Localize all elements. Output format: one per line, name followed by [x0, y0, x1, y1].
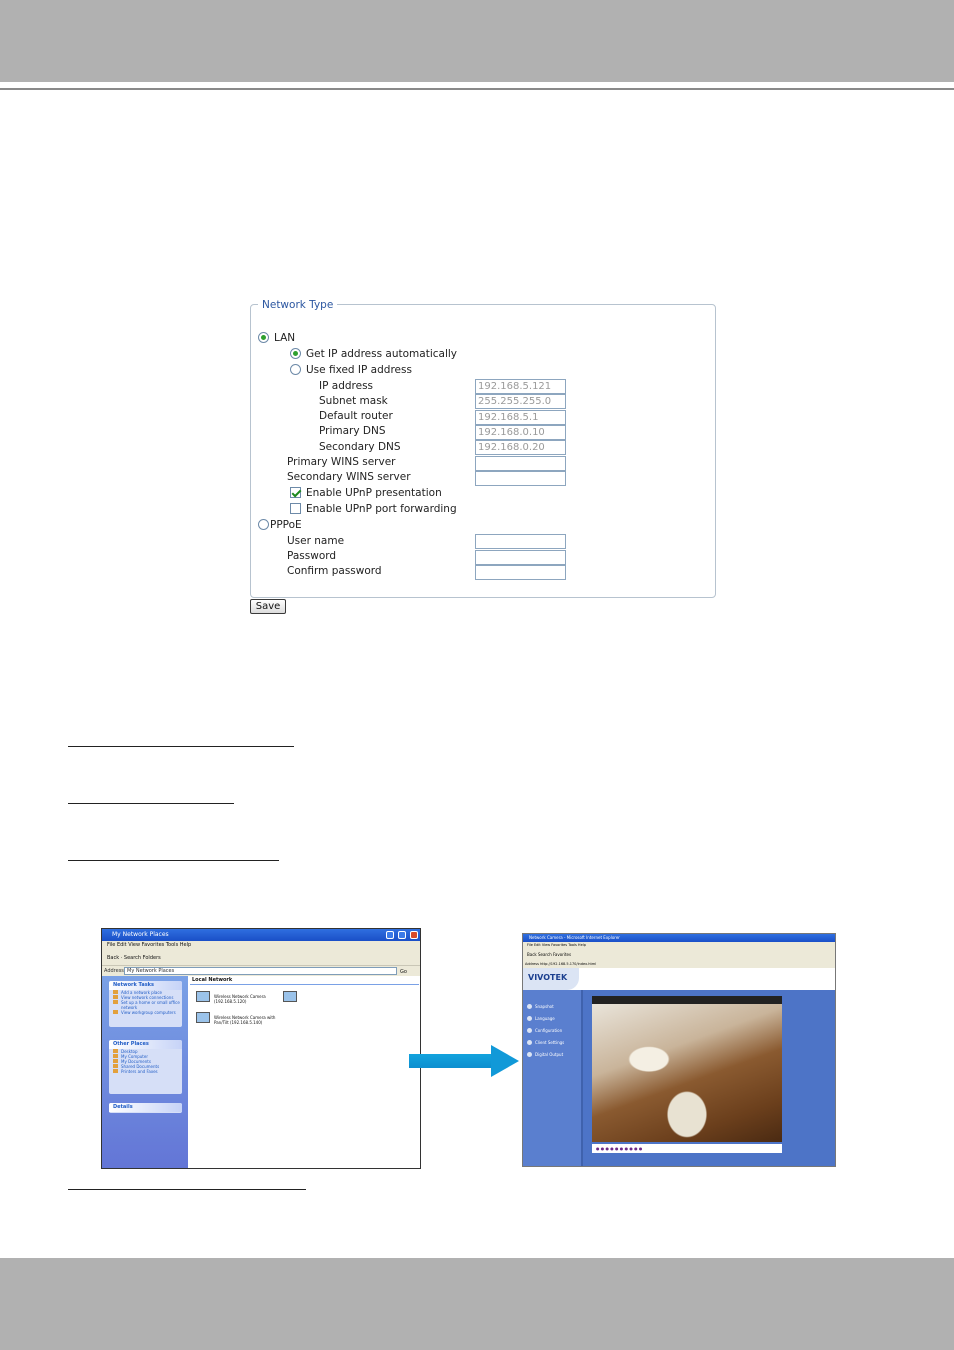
nav-snapshot[interactable]: Snapshot: [527, 1004, 554, 1009]
header-rule: [0, 88, 954, 90]
subnet-mask-label: Subnet mask: [319, 395, 388, 407]
secondary-dns-label: Secondary DNS: [319, 441, 401, 453]
network-type-legend: Network Type: [258, 299, 337, 311]
explorer-task-pane: [102, 976, 188, 1169]
local-network-heading: Local Network: [192, 977, 233, 983]
network-tasks-panel: [109, 981, 182, 1027]
camera-banner: [523, 968, 835, 990]
my-network-places-window: [101, 928, 421, 1169]
password-label: Password: [287, 550, 337, 562]
video-control-bar[interactable]: ● ● ● ● ● ● ● ● ● ●: [592, 1144, 782, 1153]
place-item[interactable]: My Computer: [109, 1054, 182, 1059]
arrow-icon: [409, 1054, 493, 1068]
lan-radio[interactable]: [258, 332, 269, 343]
details-title[interactable]: Details: [109, 1103, 182, 1112]
user-name-input[interactable]: [475, 534, 566, 549]
link-underline-2[interactable]: [68, 803, 234, 804]
task-item[interactable]: Add a network place: [109, 990, 182, 995]
camera-browser-window: [522, 933, 836, 1167]
place-item[interactable]: Desktop: [109, 1049, 182, 1054]
subnet-mask-input[interactable]: [475, 394, 566, 409]
task-item[interactable]: View network connections: [109, 995, 182, 1000]
address-label: Address: [104, 968, 124, 974]
address-input[interactable]: My Network Places: [124, 967, 397, 975]
camera-nav-pane: [523, 990, 578, 1167]
explorer-address-bar: [102, 966, 420, 976]
secondary-dns-input[interactable]: [475, 440, 566, 455]
ip-address-input[interactable]: [475, 379, 566, 394]
details-panel: [109, 1103, 182, 1113]
place-item[interactable]: Printers and Faxes: [109, 1069, 182, 1074]
save-button[interactable]: Save: [250, 599, 286, 614]
confirm-password-label: Confirm password: [287, 565, 382, 577]
network-tasks-title[interactable]: Network Tasks: [109, 981, 182, 990]
vivotek-logo: VIVOTEK: [528, 973, 568, 982]
browser-address-bar[interactable]: [523, 961, 835, 968]
get-ip-auto-label: Get IP address automatically: [306, 348, 457, 360]
explorer-toolbar[interactable]: Back · Search Folders: [102, 950, 420, 966]
device-address: Pan/Tilt (192.168.5.140): [214, 1020, 263, 1025]
use-fixed-ip-radio[interactable]: [290, 364, 301, 375]
secondary-wins-input[interactable]: [475, 471, 566, 486]
pppoe-radio[interactable]: [258, 519, 269, 530]
place-item[interactable]: Shared Documents: [109, 1064, 182, 1069]
page-footer-band: [0, 1258, 954, 1350]
browser-menu-bar[interactable]: File Edit View Favorites Tools Help: [523, 942, 835, 948]
minimize-icon[interactable]: [386, 931, 394, 939]
task-item[interactable]: Set up a home or small office network: [109, 1000, 182, 1010]
link-underline-3[interactable]: [68, 860, 279, 861]
pppoe-label: PPPoE: [270, 519, 302, 531]
nav-client-settings[interactable]: Client Settings: [527, 1040, 564, 1045]
primary-wins-input[interactable]: [475, 456, 566, 471]
default-router-label: Default router: [319, 410, 393, 422]
network-camera-icon[interactable]: [196, 1012, 210, 1023]
arrow-head-icon: [491, 1045, 519, 1077]
link-underline-1[interactable]: [68, 746, 294, 747]
primary-wins-label: Primary WINS server: [287, 456, 396, 468]
browser-title-bar: Network Camera - Microsoft Internet Explorer: [523, 934, 835, 942]
upnp-presentation-label: Enable UPnP presentation: [306, 487, 442, 499]
other-places-title[interactable]: Other Places: [109, 1040, 182, 1049]
other-places-panel: [109, 1040, 182, 1094]
go-button[interactable]: Go: [400, 969, 407, 975]
ip-address-label: IP address: [319, 380, 374, 392]
device-address: (192.168.5.120): [214, 999, 247, 1004]
device-name[interactable]: Wireless Network Camera with: [214, 1015, 276, 1020]
network-camera-icon[interactable]: [283, 991, 297, 1002]
use-fixed-ip-label: Use fixed IP address: [306, 364, 412, 376]
camera-content-area: [581, 990, 836, 1167]
nav-configuration[interactable]: Configuration: [527, 1028, 562, 1033]
default-router-input[interactable]: [475, 410, 566, 425]
upnp-port-forwarding-checkbox[interactable]: [290, 503, 301, 514]
password-input[interactable]: [475, 550, 566, 565]
network-camera-icon[interactable]: [196, 991, 210, 1002]
secondary-wins-label: Secondary WINS server: [287, 471, 411, 483]
confirm-password-input[interactable]: [475, 565, 566, 580]
close-icon[interactable]: [410, 931, 418, 939]
browser-address-label: Address: [525, 962, 539, 966]
user-name-label: User name: [287, 535, 345, 547]
live-video-image: [592, 1004, 782, 1142]
lan-label: LAN: [274, 332, 296, 344]
place-item[interactable]: My Documents: [109, 1059, 182, 1064]
upnp-port-forwarding-label: Enable UPnP port forwarding: [306, 503, 457, 515]
link-underline-4[interactable]: [68, 1189, 306, 1190]
upnp-presentation-checkbox[interactable]: [290, 487, 301, 498]
maximize-icon[interactable]: [398, 931, 406, 939]
get-ip-auto-radio[interactable]: [290, 348, 301, 359]
explorer-title: My Network Places: [112, 931, 169, 938]
browser-address-value[interactable]: http://192.168.5.170/index.html: [540, 962, 597, 966]
device-name[interactable]: Wireless Network Camera: [214, 994, 266, 999]
task-item[interactable]: View workgroup computers: [109, 1010, 182, 1015]
browser-toolbar[interactable]: Back Search Favorites: [523, 948, 835, 961]
primary-dns-label: Primary DNS: [319, 425, 386, 437]
page-header-band: [0, 0, 954, 82]
nav-language[interactable]: Language: [527, 1016, 555, 1021]
primary-dns-input[interactable]: [475, 425, 566, 440]
local-network-rule: [190, 984, 419, 985]
nav-digital-output[interactable]: Digital Output: [527, 1052, 563, 1057]
explorer-menu-bar[interactable]: File Edit View Favorites Tools Help: [102, 941, 420, 950]
explorer-title-bar: [102, 929, 420, 941]
